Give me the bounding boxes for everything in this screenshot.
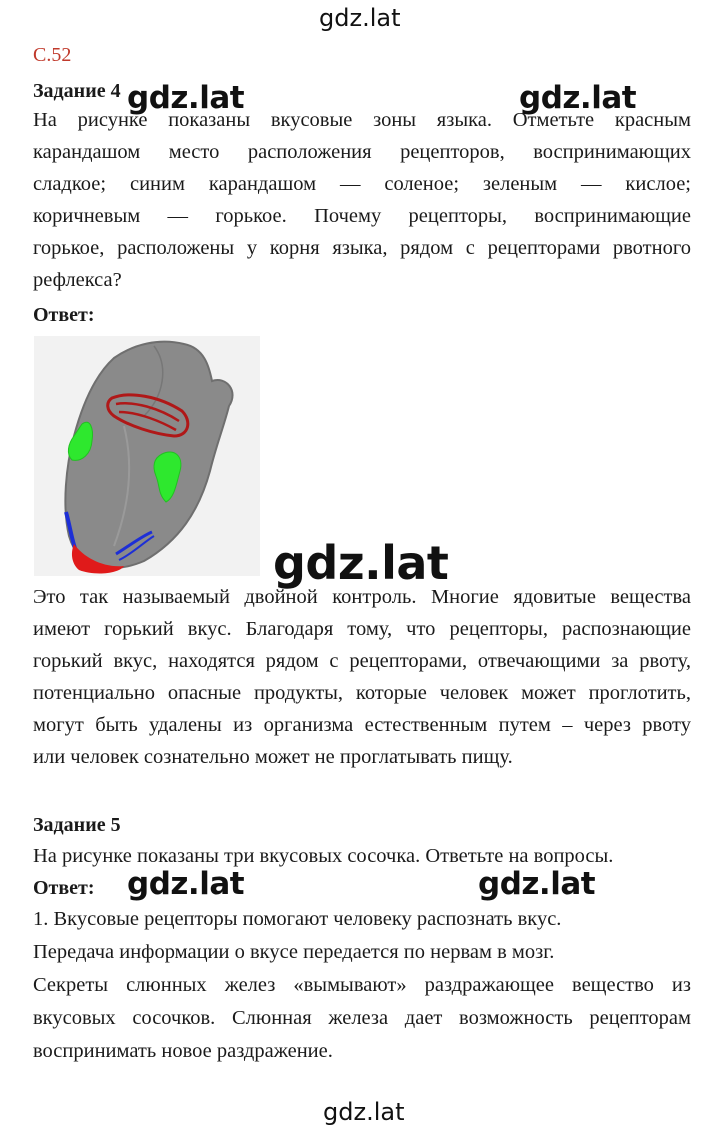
- task4-question-line: рефлекса?: [33, 269, 122, 291]
- task4-answer-label: Ответ:: [33, 304, 95, 326]
- task4-answer-line: или человек сознательно может не проглатывать пищу.: [33, 746, 513, 768]
- task4-answer-line: потенциально опасные продукты, которые человек может проглотить,: [33, 682, 691, 704]
- task5-answer-line: 1. Вкусовые рецепторы помогают человеку распознать вкус.: [33, 908, 562, 930]
- task4-heading: Задание 4: [33, 80, 121, 102]
- watermark: gdz.lat: [127, 80, 245, 116]
- task5-answer-line: Передача информации о вкусе передается по нервам в мозг.: [33, 941, 555, 963]
- task4-question-line: сладкое; синим карандашом — соленое; зеленым — кислое;: [33, 173, 691, 195]
- task5-answer-line: Секреты слюнных желез «вымывают» раздражающее вещество из: [33, 974, 691, 996]
- watermark-bottom: gdz.lat: [323, 1098, 405, 1126]
- task4-question-line: На рисунке показаны вкусовые зоны языка. Отметьте красным: [33, 109, 691, 131]
- watermark-large: gdz.lat: [273, 536, 449, 590]
- task4-question-line: горькое, расположены у корня языка, рядом с рецепторами рвотного: [33, 237, 691, 259]
- task5-answer-label: Ответ:: [33, 877, 95, 899]
- task4-answer-line: горький вкус, находятся рядом с рецепторами, отвечающими за рвоту,: [33, 650, 691, 672]
- task4-answer-line: могут быть удалены из организма естественным путем – через рвоту: [33, 714, 691, 736]
- tongue-illustration: [34, 336, 260, 576]
- task5-question: На рисунке показаны три вкусовых сосочка. Ответьте на вопросы.: [33, 845, 614, 867]
- watermark: gdz.lat: [478, 866, 596, 902]
- task4-question-line: коричневым — горькое. Почему рецепторы, воспринимающие: [33, 205, 691, 227]
- task5-answer-line: воспринимать новое раздражение.: [33, 1040, 333, 1062]
- task4-answer-line: имеют горький вкус. Благодаря тому, что рецепторы, распознающие: [33, 618, 691, 640]
- task5-answer-line: вкусовых сосочков. Слюнная железа дает возможность рецепторам: [33, 1007, 691, 1029]
- watermark: gdz.lat: [519, 80, 637, 116]
- task5-heading: Задание 5: [33, 814, 121, 836]
- page-number: С.52: [33, 44, 72, 66]
- watermark: gdz.lat: [127, 866, 245, 902]
- tongue-figure: [34, 336, 260, 576]
- task4-question-line: карандашом место расположения рецепторов, воспринимающих: [33, 141, 691, 163]
- task4-answer-line: Это так называемый двойной контроль. Многие ядовитые вещества: [33, 586, 691, 608]
- watermark-top: gdz.lat: [319, 4, 401, 32]
